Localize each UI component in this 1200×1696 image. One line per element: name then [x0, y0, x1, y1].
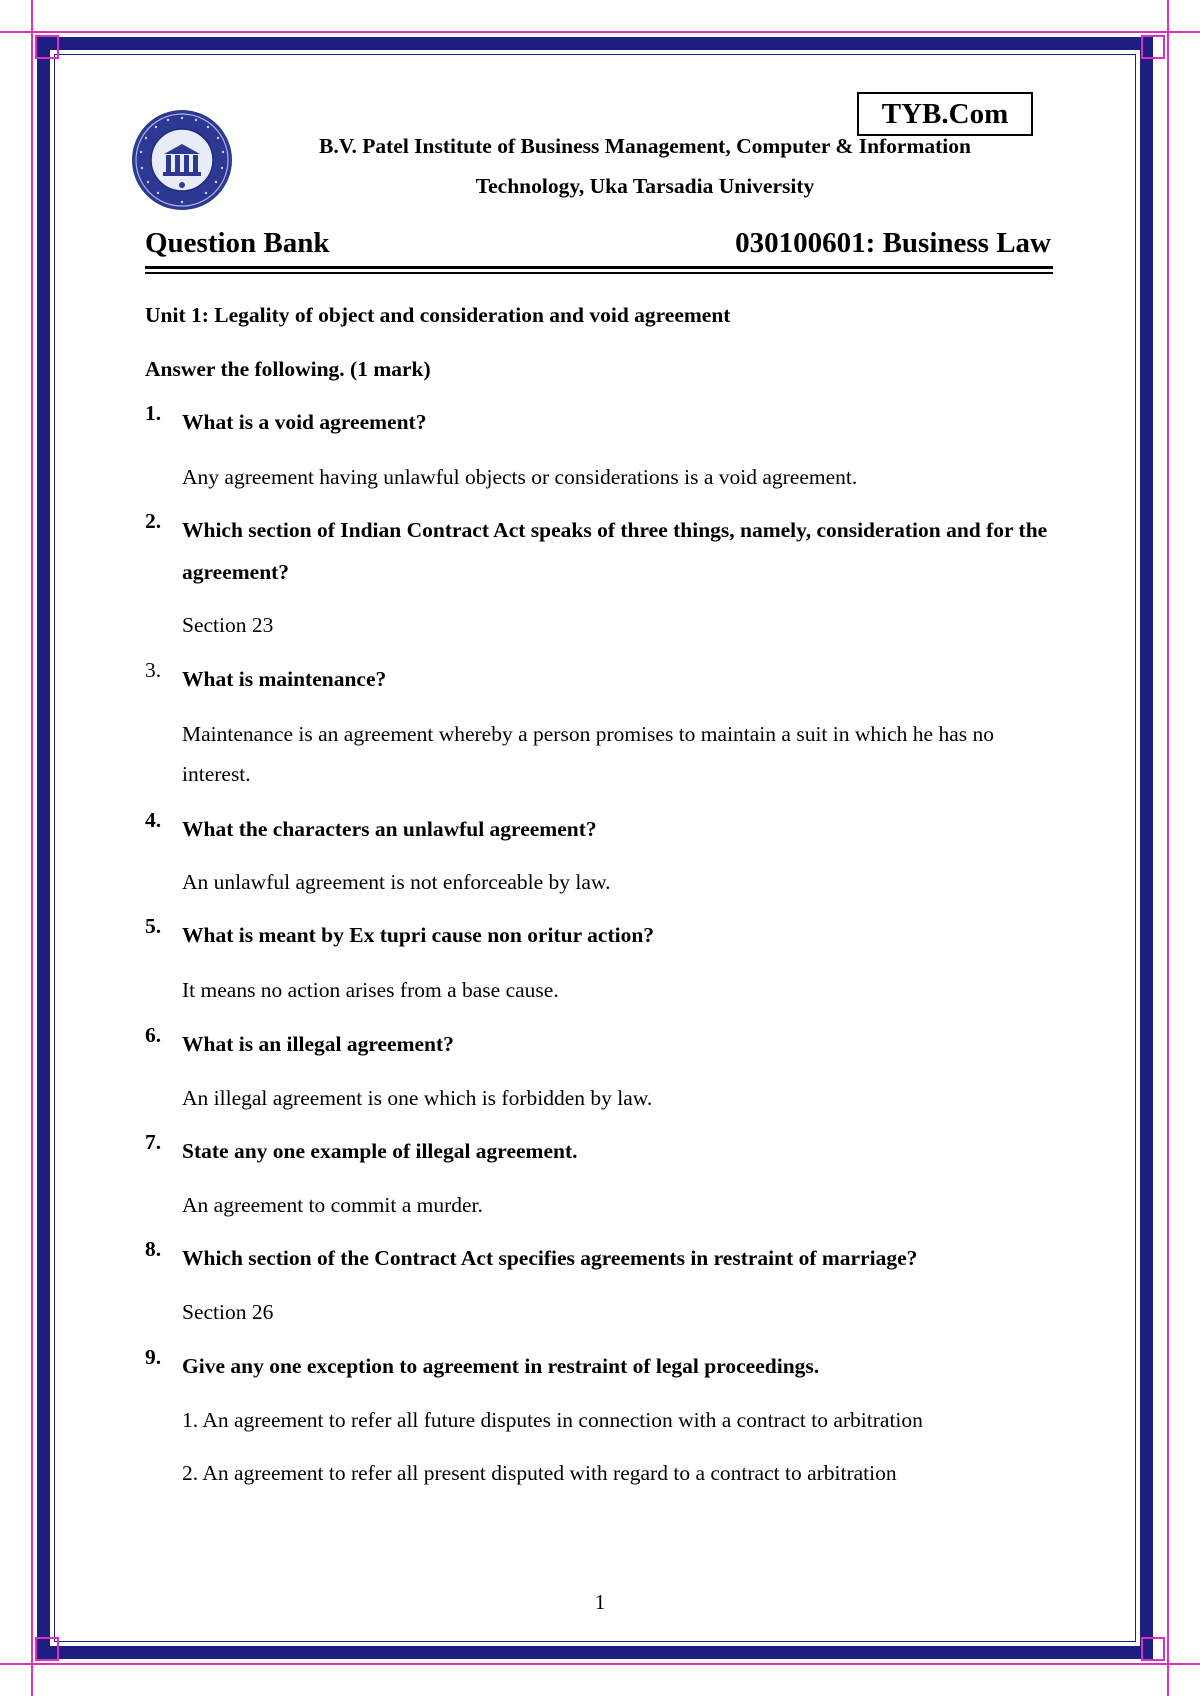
- border-line: [1167, 0, 1169, 1696]
- answer-text: An unlawful agreement is not enforceable by law.: [182, 870, 611, 894]
- border-line: [0, 1663, 1200, 1665]
- answer-text: Section 26: [182, 1300, 274, 1324]
- question-item: [145, 1023, 1055, 1065]
- question-item: [145, 1345, 1055, 1387]
- page-number: 1: [594, 1590, 606, 1614]
- answer-text: 2. An agreement to refer all present disputed with regard to a contract to arbitration: [182, 1461, 897, 1485]
- question-text: What is meant by Ex tupri cause non oritur action?: [182, 923, 655, 947]
- question-item: [145, 658, 1055, 700]
- question-number: 9.: [145, 1345, 162, 1369]
- question-number: 5.: [145, 914, 162, 938]
- question-number: 8.: [145, 1237, 162, 1261]
- question-number: 7.: [145, 1130, 162, 1154]
- university-seal-icon: [130, 108, 234, 212]
- institute-name-line2: Technology, Uka Tarsadia University: [475, 174, 815, 198]
- question-text: What is a void agreement?: [182, 410, 427, 434]
- question-item: [145, 808, 1055, 850]
- title-rule: [145, 266, 1053, 269]
- question-item: [145, 401, 1055, 443]
- border-corner: [1141, 1637, 1165, 1661]
- answer-text: 1. An agreement to refer all future disputes in connection with a contract to arbitration: [182, 1408, 923, 1432]
- question-item: [145, 509, 1055, 593]
- question-text: Give any one exception to agreement in restraint of legal proceedings.: [182, 1354, 820, 1378]
- question-text: What is an illegal agreement?: [182, 1032, 454, 1056]
- institute-name-line1: B.V. Patel Institute of Business Management, Computer & Information: [319, 134, 971, 158]
- question-item: [145, 1237, 1055, 1279]
- course-title: 030100601: Business Law: [735, 227, 1051, 259]
- question-text: Which section of Indian Contract Act speaks of three things, namely, consideration and for the agreement?: [182, 518, 1048, 584]
- question-text: What is maintenance?: [182, 667, 387, 691]
- question-item: [145, 914, 1055, 956]
- program-badge: TYB.Com: [857, 92, 1033, 136]
- answer-text: An agreement to commit a murder.: [182, 1193, 483, 1217]
- border-corner: [1141, 35, 1165, 59]
- question-text: Which section of the Contract Act specifies agreements in restraint of marriage?: [182, 1246, 918, 1270]
- unit-heading: Unit 1: Legality of object and consideration and void agreement: [145, 303, 731, 327]
- border-corner: [35, 1637, 59, 1661]
- question-text: State any one example of illegal agreement.: [182, 1139, 578, 1163]
- question-item: [145, 1130, 1055, 1172]
- answer-text: Maintenance is an agreement whereby a person promises to maintain a suit in which he has no interest.: [182, 722, 994, 786]
- answer-text: It means no action arises from a base cause.: [182, 978, 559, 1002]
- answer-text: Any agreement having unlawful objects or considerations is a void agreement.: [182, 465, 858, 489]
- question-text: What the characters an unlawful agreement?: [182, 817, 597, 841]
- answer-text: Section 23: [182, 613, 274, 637]
- document-title: Question Bank: [145, 227, 330, 259]
- section-heading: Answer the following. (1 mark): [145, 357, 431, 381]
- answer-text: An illegal agreement is one which is forbidden by law.: [182, 1086, 653, 1110]
- title-rule-thin: [145, 272, 1053, 274]
- question-number: 1.: [145, 401, 162, 425]
- question-number: 2.: [145, 509, 162, 533]
- question-number: 3.: [145, 658, 162, 682]
- border-line: [31, 0, 33, 1696]
- question-number: 4.: [145, 808, 162, 832]
- question-number: 6.: [145, 1023, 162, 1047]
- border-line: [0, 31, 1200, 33]
- border-corner: [35, 35, 59, 59]
